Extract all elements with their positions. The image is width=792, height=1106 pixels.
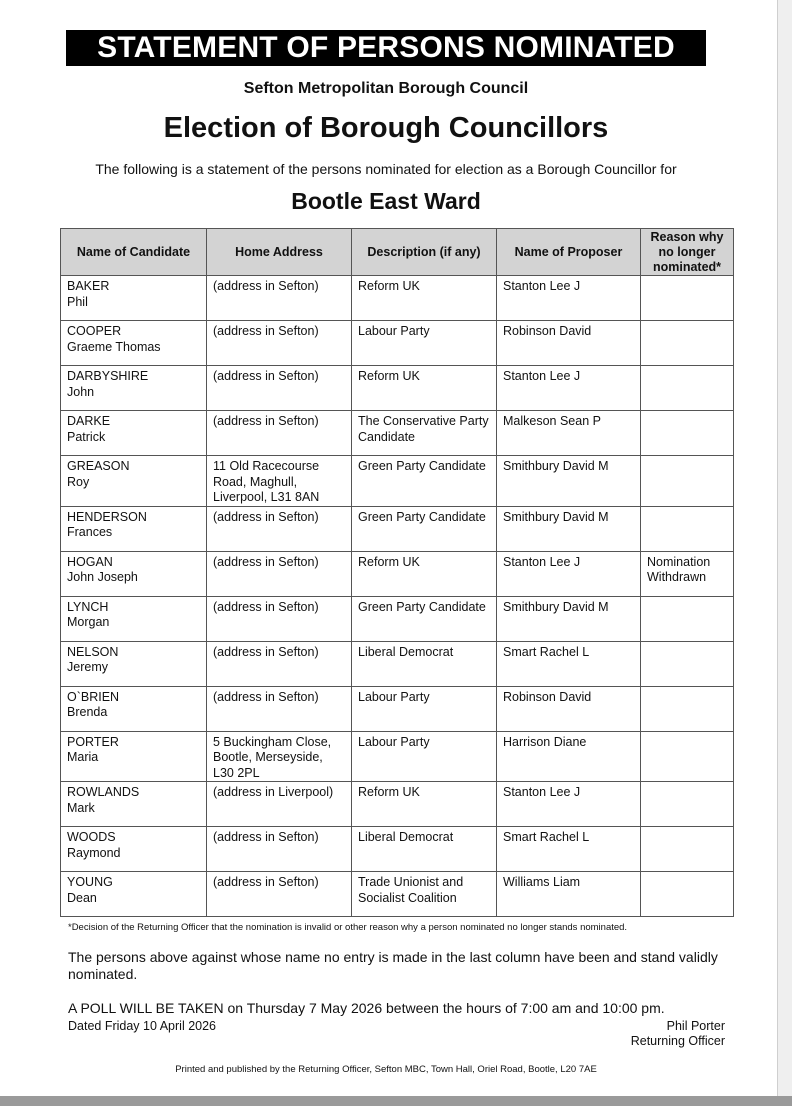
description-cell xyxy=(352,731,497,782)
proposer-cell xyxy=(497,366,641,411)
table-row xyxy=(61,366,734,411)
candidate-cell xyxy=(61,366,207,411)
address-cell xyxy=(207,456,352,507)
proposer-name: Robinson David xyxy=(503,689,592,704)
candidate-surname: COOPER xyxy=(67,324,122,338)
reason-cell xyxy=(641,596,734,641)
description-cell xyxy=(352,872,497,917)
party-description: Liberal Democrat xyxy=(358,830,454,844)
reason-cell xyxy=(641,641,734,686)
proposer-cell xyxy=(497,551,641,596)
candidate-forenames: Dean xyxy=(67,890,97,905)
home-address: (address in Sefton) xyxy=(213,830,319,844)
proposer-name: Smart Rachel L xyxy=(503,644,590,659)
address-cell xyxy=(207,276,352,321)
address-cell xyxy=(207,827,352,872)
candidate-cell xyxy=(61,321,207,366)
candidate-surname: O`BRIEN xyxy=(67,689,120,704)
description-cell xyxy=(352,321,497,366)
address-cell xyxy=(207,641,352,686)
party-description: Trade Unionist and Socialist Coalition xyxy=(358,875,464,905)
candidate-cell xyxy=(61,276,207,321)
candidate-cell xyxy=(61,827,207,872)
proposer-cell xyxy=(497,641,641,686)
address-cell xyxy=(207,731,352,782)
party-description: Green Party Candidate xyxy=(358,509,486,524)
party-description: Labour Party xyxy=(358,324,430,338)
table-row xyxy=(61,596,734,641)
table-row xyxy=(61,782,734,827)
page-edge-shadow xyxy=(778,0,792,1106)
candidate-forenames: Raymond xyxy=(67,845,121,860)
proposer-cell xyxy=(497,276,641,321)
proposer-name: Stanton Lee J xyxy=(503,785,581,799)
officer-title: Returning Officer xyxy=(630,1034,725,1048)
candidate-surname: GREASON xyxy=(67,459,130,473)
candidate-forenames: Patrick xyxy=(67,429,106,444)
candidate-forenames: Graeme Thomas xyxy=(67,339,161,354)
table-header-row xyxy=(61,229,734,276)
address-cell xyxy=(207,872,352,917)
description-cell xyxy=(352,366,497,411)
description-cell xyxy=(352,456,497,507)
table-row xyxy=(61,411,734,456)
description-cell xyxy=(352,782,497,827)
description-cell xyxy=(352,411,497,456)
candidate-surname: HENDERSON xyxy=(67,509,147,524)
candidate-forenames: Maria xyxy=(67,750,99,764)
candidate-surname: BAKER xyxy=(67,279,110,293)
reason-cell xyxy=(641,686,734,731)
footnote: *Decision of the Returning Officer that the nomination is invalid or other reason why a person nominated no longer stands nominated. xyxy=(68,922,628,933)
table-row xyxy=(61,641,734,686)
table-row xyxy=(61,551,734,596)
proposer-name: Smithbury David M xyxy=(503,599,609,614)
candidate-cell xyxy=(61,782,207,827)
reason-cell xyxy=(641,731,734,782)
proposer-name: Stanton Lee J xyxy=(503,554,581,569)
proposer-name: Harrison Diane xyxy=(503,734,587,749)
officer-name: Phil Porter xyxy=(666,1019,725,1033)
candidate-forenames: Phil xyxy=(67,294,88,309)
candidate-cell xyxy=(61,506,207,551)
reason-cell xyxy=(641,551,734,596)
candidates-table-body xyxy=(61,276,734,917)
reason-cell xyxy=(641,827,734,872)
candidate-surname: WOODS xyxy=(67,830,116,844)
reason-cell xyxy=(641,456,734,507)
description-cell xyxy=(352,506,497,551)
table-row xyxy=(61,456,734,507)
column-header-reason: Reason why no longer nominated* xyxy=(641,229,734,276)
proposer-cell xyxy=(497,596,641,641)
home-address: (address in Sefton) xyxy=(213,644,319,659)
home-address: (address in Liverpool) xyxy=(213,785,334,799)
candidate-forenames: Brenda xyxy=(67,705,108,719)
party-description: Reform UK xyxy=(358,554,420,569)
home-address: (address in Sefton) xyxy=(213,279,319,293)
candidate-forenames: Morgan xyxy=(67,615,110,629)
proposer-cell xyxy=(497,506,641,551)
candidate-surname: DARKE xyxy=(67,414,111,428)
party-description: Labour Party xyxy=(358,734,430,749)
proposer-cell xyxy=(497,411,641,456)
home-address: (address in Sefton) xyxy=(213,414,319,428)
candidate-cell xyxy=(61,686,207,731)
ward-name: Bootle East Ward xyxy=(291,188,481,214)
column-header-description: Description (if any) xyxy=(352,229,497,276)
candidate-surname: ROWLANDS xyxy=(67,785,140,799)
imprint-line: Printed and published by the Returning Officer, Sefton MBC, Town Hall, Oriel Road, Bootle, L20 7AE xyxy=(175,1064,597,1075)
table-row xyxy=(61,872,734,917)
description-cell xyxy=(352,551,497,596)
candidate-surname: LYNCH xyxy=(67,599,109,614)
table-row xyxy=(61,731,734,782)
proposer-name: Smithbury David M xyxy=(503,459,609,473)
description-cell xyxy=(352,686,497,731)
address-cell xyxy=(207,686,352,731)
reason-cell xyxy=(641,276,734,321)
table-row xyxy=(61,321,734,366)
party-description: Reform UK xyxy=(358,279,420,293)
address-cell xyxy=(207,321,352,366)
dated-line: Dated Friday 10 April 2026 xyxy=(68,1019,217,1033)
proposer-name: Stanton Lee J xyxy=(503,369,581,383)
column-header-candidate: Name of Candidate xyxy=(61,229,207,276)
proposer-name: Smart Rachel L xyxy=(503,830,590,844)
address-cell xyxy=(207,506,352,551)
proposer-cell xyxy=(497,456,641,507)
candidate-forenames: Jeremy xyxy=(67,660,108,674)
address-cell xyxy=(207,596,352,641)
home-address: (address in Sefton) xyxy=(213,875,319,889)
column-header-address: Home Address xyxy=(207,229,352,276)
candidate-surname: YOUNG xyxy=(67,875,113,889)
home-address: (address in Sefton) xyxy=(213,324,319,338)
proposer-cell xyxy=(497,686,641,731)
candidate-cell xyxy=(61,456,207,507)
home-address: (address in Sefton) xyxy=(213,369,319,383)
candidate-cell xyxy=(61,731,207,782)
home-address: (address in Sefton) xyxy=(213,599,319,614)
returning-officer-signature xyxy=(631,1019,725,1049)
party-description: Labour Party xyxy=(358,689,430,704)
reason-cell xyxy=(641,321,734,366)
table-row xyxy=(61,827,734,872)
council-name: Sefton Metropolitan Borough Council xyxy=(243,80,529,97)
proposer-name: Malkeson Sean P xyxy=(503,414,601,428)
reason-cell xyxy=(641,366,734,411)
home-address: (address in Sefton) xyxy=(213,509,319,524)
proposer-cell xyxy=(497,731,641,782)
candidate-surname: NELSON xyxy=(67,644,119,659)
party-description: Liberal Democrat xyxy=(358,644,454,659)
party-description: Reform UK xyxy=(358,785,420,799)
party-description: Green Party Candidate xyxy=(358,599,486,614)
party-description: The Conservative Party Candidate xyxy=(358,414,489,444)
candidate-forenames: John Joseph xyxy=(67,570,138,584)
candidate-forenames: Frances xyxy=(67,525,113,539)
table-row xyxy=(61,506,734,551)
candidate-cell xyxy=(61,872,207,917)
candidate-cell xyxy=(61,596,207,641)
address-cell xyxy=(207,551,352,596)
party-description: Green Party Candidate xyxy=(358,459,486,473)
address-cell xyxy=(207,366,352,411)
election-title: Election of Borough Councillors xyxy=(163,112,609,144)
home-address: 11 Old Racecourse Road, Maghull, Liverpool, L31 8AN xyxy=(213,459,320,504)
proposer-name: Robinson David xyxy=(503,324,592,338)
candidate-surname: DARBYSHIRE xyxy=(67,369,149,383)
candidate-forenames: Roy xyxy=(67,474,90,489)
reason-cell xyxy=(641,506,734,551)
address-cell xyxy=(207,411,352,456)
proposer-name: Smithbury David M xyxy=(503,509,609,524)
proposer-cell xyxy=(497,872,641,917)
proposer-name: Stanton Lee J xyxy=(503,279,581,293)
page-bottom-edge xyxy=(0,1096,792,1106)
home-address: 5 Buckingham Close, Bootle, Merseyside, L30 2PL xyxy=(213,734,332,780)
table-row xyxy=(61,686,734,731)
candidates-table xyxy=(60,228,734,917)
withdrawal-reason: Nomination Withdrawn xyxy=(647,554,711,584)
proposer-cell xyxy=(497,827,641,872)
candidate-forenames: John xyxy=(67,384,95,399)
reason-cell xyxy=(641,782,734,827)
candidate-surname: PORTER xyxy=(67,734,119,749)
description-cell xyxy=(352,276,497,321)
proposer-cell xyxy=(497,782,641,827)
poll-notice: A POLL WILL BE TAKEN on Thursday 7 May 2026 between the hours of 7:00 am and 10:00 pm. xyxy=(68,1000,665,1016)
home-address: (address in Sefton) xyxy=(213,554,319,569)
table-row xyxy=(61,276,734,321)
candidate-forenames: Mark xyxy=(67,800,95,815)
proposer-cell xyxy=(497,321,641,366)
intro-text: The following is a statement of the persons nominated for election as a Borough Councillor for xyxy=(95,161,677,177)
proposer-name: Williams Liam xyxy=(503,875,581,889)
reason-cell xyxy=(641,872,734,917)
candidate-surname: HOGAN xyxy=(67,554,113,569)
reason-cell xyxy=(641,411,734,456)
description-cell xyxy=(352,641,497,686)
description-cell xyxy=(352,827,497,872)
description-cell xyxy=(352,596,497,641)
document-banner: STATEMENT OF PERSONS NOMINATED xyxy=(66,30,706,66)
candidate-cell xyxy=(61,551,207,596)
candidate-cell xyxy=(61,641,207,686)
party-description: Reform UK xyxy=(358,369,420,383)
candidate-cell xyxy=(61,411,207,456)
home-address: (address in Sefton) xyxy=(213,689,319,704)
address-cell xyxy=(207,782,352,827)
column-header-proposer: Name of Proposer xyxy=(497,229,641,276)
validity-statement: The persons above against whose name no entry is made in the last column have been and stand validly nominated. xyxy=(68,949,718,982)
